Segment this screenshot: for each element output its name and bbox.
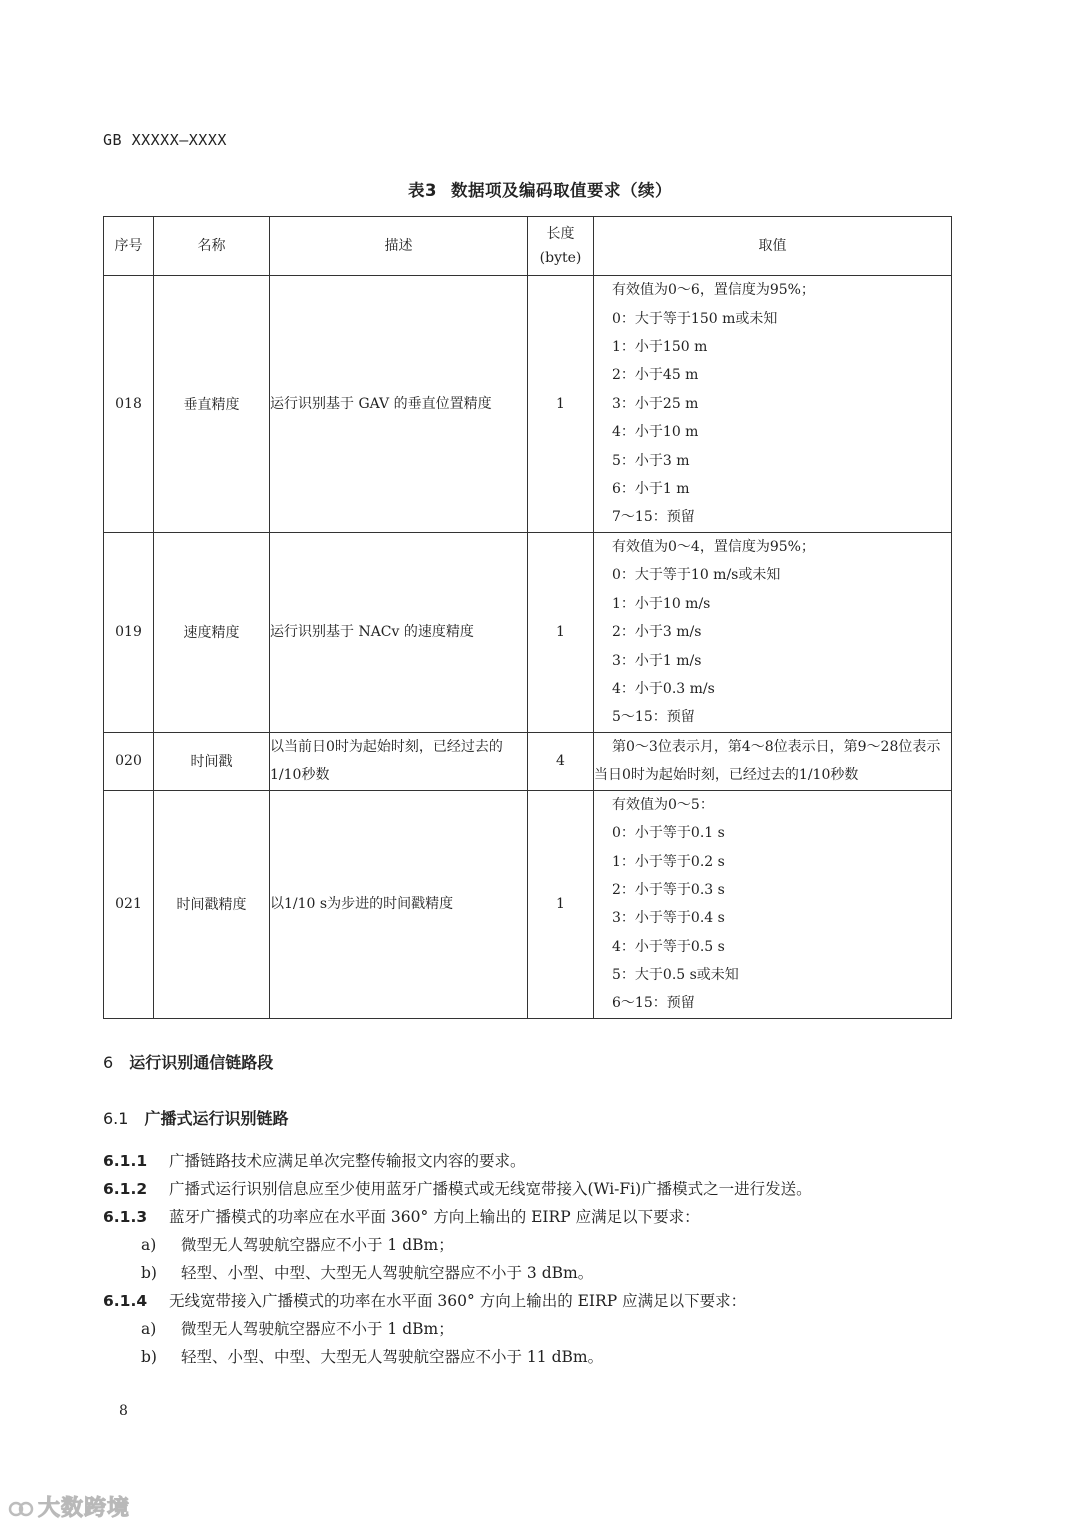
clause-number: 6.1.1 [103, 1152, 148, 1170]
list-item [141, 1315, 454, 1343]
cell-name: 时间戳 [154, 732, 270, 790]
value-line: 4：小于等于0.5 s [612, 938, 725, 955]
page-number: 8 [119, 1403, 128, 1419]
col-header-seq: 序号 [104, 217, 154, 276]
col-header-value: 取值 [594, 217, 952, 276]
section-6-1-heading [103, 1106, 288, 1129]
watermark [8, 1491, 130, 1522]
list-item [141, 1259, 593, 1287]
value-line: 3：小于等于0.4 s [612, 910, 725, 927]
table-row [104, 533, 952, 733]
section-title: 广播式运行识别链路 [144, 1109, 289, 1128]
value-line: 5：大于0.5 s或未知 [612, 967, 739, 984]
col-header-name: 名称 [154, 217, 270, 276]
clause-6-1-1 [103, 1147, 526, 1175]
value-text: 第0～3位表示月，第4～8位表示日，第9～28位表示当日0时为起始时刻，已经过去的1/10秒数 [594, 739, 941, 784]
clause-text: 广播式运行识别信息应至少使用蓝牙广播模式或无线宽带接入(Wi-Fi)广播模式之一进行发送。 [169, 1180, 812, 1198]
cell-desc: 以当前日0时为起始时刻，已经过去的1/10秒数 [270, 732, 528, 790]
value-line: 6：小于1 m [612, 480, 690, 497]
clause-text: 蓝牙广播模式的功率应在水平面 360° 方向上输出的 EIRP 应满足以下要求： [169, 1208, 700, 1226]
watermark-text: 大数跨境 [38, 1496, 131, 1521]
value-line: 2：小于3 m/s [612, 624, 702, 641]
value-line: 5：小于3 m [612, 452, 690, 469]
table-number: 表3 [408, 181, 437, 200]
table-row [104, 276, 952, 533]
cell-values [594, 732, 952, 790]
cell-name: 垂直精度 [154, 276, 270, 533]
table-header-row [104, 217, 952, 276]
cell-length: 1 [528, 276, 594, 533]
list-text: 微型无人驾驶航空器应不小于 1 dBm； [181, 1320, 454, 1338]
clause-text: 无线宽带接入广播模式的功率在水平面 360° 方向上输出的 EIRP 应满足以下要求： [169, 1292, 747, 1310]
list-marker: b) [141, 1348, 157, 1366]
cell-length: 1 [528, 790, 594, 1018]
list-text: 微型无人驾驶航空器应不小于 1 dBm； [181, 1236, 454, 1254]
col-header-length-line1: 长度 [546, 226, 575, 242]
list-text: 轻型、小型、中型、大型无人驾驶航空器应不小于 3 dBm。 [181, 1264, 594, 1282]
section-number: 6.1 [103, 1109, 129, 1128]
cell-desc: 运行识别基于 GAV 的垂直位置精度 [270, 276, 528, 533]
value-line: 0：大于等于10 m/s或未知 [612, 567, 781, 584]
value-line: 有效值为0～6，置信度为95%； [612, 282, 815, 299]
cell-seq: 018 [104, 276, 154, 533]
value-line: 1：小于150 m [612, 339, 708, 356]
cell-values [594, 790, 952, 1018]
list-marker: a) [141, 1236, 157, 1254]
cell-values [594, 276, 952, 533]
clause-6-1-3 [103, 1203, 700, 1231]
value-line: 4：小于10 m [612, 424, 699, 441]
cell-desc: 以1/10 s为步进的时间戳精度 [270, 790, 528, 1018]
value-line: 0：小于等于0.1 s [612, 825, 725, 842]
data-items-table [103, 216, 952, 1019]
list-item [141, 1231, 454, 1259]
value-line: 2：小于等于0.3 s [612, 881, 725, 898]
clause-number: 6.1.4 [103, 1292, 148, 1310]
value-line: 0：大于等于150 m或未知 [612, 310, 778, 327]
cell-values [594, 533, 952, 733]
clause-6-1-2 [103, 1175, 812, 1203]
table-row [104, 790, 952, 1018]
col-header-desc: 描述 [270, 217, 528, 276]
cell-desc: 运行识别基于 NACv 的速度精度 [270, 533, 528, 733]
value-line: 有效值为0～4，置信度为95%； [612, 539, 815, 555]
value-line: 4：小于0.3 m/s [612, 680, 715, 697]
cell-name: 速度精度 [154, 533, 270, 733]
value-line: 5～15：预留 [612, 709, 695, 726]
value-line: 1：小于10 m/s [612, 595, 711, 612]
value-line: 1：小于等于0.2 s [612, 853, 725, 870]
col-header-length-line2: (byte) [539, 250, 582, 266]
cell-seq: 019 [104, 533, 154, 733]
list-marker: b) [141, 1264, 157, 1282]
value-line: 3：小于1 m/s [612, 652, 702, 669]
section-6-heading [103, 1050, 273, 1073]
clause-text: 广播链路技术应满足单次完整传输报文内容的要求。 [169, 1152, 526, 1170]
list-text: 轻型、小型、中型、大型无人驾驶航空器应不小于 11 dBm。 [181, 1348, 604, 1366]
list-item [141, 1343, 603, 1371]
document-code: GB XXXXX—XXXX [103, 131, 227, 149]
table-row [104, 732, 952, 790]
section-number: 6 [103, 1053, 114, 1072]
list-marker: a) [141, 1320, 157, 1338]
clause-number: 6.1.3 [103, 1208, 148, 1226]
section-title: 运行识别通信链路段 [129, 1053, 274, 1072]
table-title-text: 数据项及编码取值要求（续） [450, 181, 672, 200]
clause-number: 6.1.2 [103, 1180, 148, 1198]
cell-seq: 020 [104, 732, 154, 790]
cell-name: 时间戳精度 [154, 790, 270, 1018]
watermark-logo-icon [8, 1498, 34, 1520]
cell-length: 4 [528, 732, 594, 790]
value-line: 2：小于45 m [612, 367, 699, 384]
clause-6-1-4 [103, 1287, 746, 1315]
value-line: 7～15：预留 [612, 509, 695, 526]
col-header-length [528, 217, 594, 276]
value-line: 3：小于25 m [612, 395, 699, 412]
cell-length: 1 [528, 533, 594, 733]
value-line: 有效值为0～5： [612, 796, 714, 813]
value-line: 6～15：预留 [612, 995, 695, 1012]
table-title [0, 177, 1080, 201]
cell-seq: 021 [104, 790, 154, 1018]
